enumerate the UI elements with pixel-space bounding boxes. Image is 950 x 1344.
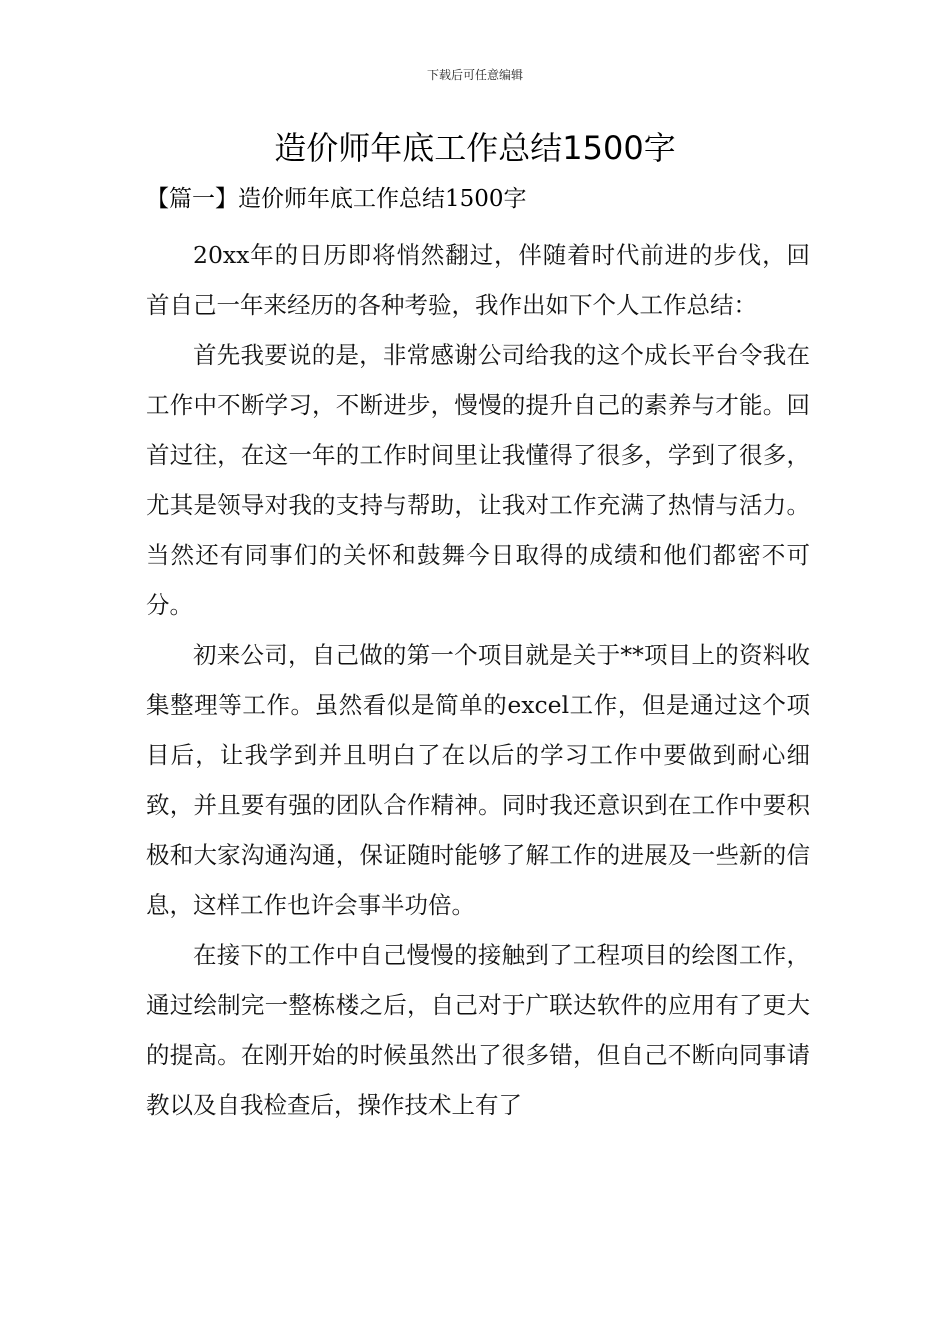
paragraph: 20xx年的日历即将悄然翻过，伴随着时代前进的步伐，回首自己一年来经历的各种考验，我作出如下个人工作总结： <box>146 241 810 319</box>
document-title: 造价师年底工作总结1500字 <box>274 129 676 167</box>
paragraph: 初来公司，自己做的第一个项目就是关于**项目上的资料收集整理等工作。虽然看似是简单的excel工作，但是通过这个项目后，让我学到并且明白了在以后的学习工作中要做到耐心细致，并且要有强的团队合作精神。同时我还意识到在工作中要积极和大家沟通沟通，保证随时能够了解工作的进展及一些新的信息，这样工作也许会事半功倍。 <box>146 641 810 919</box>
section-heading: 【篇一】造价师年底工作总结1500字 <box>146 186 527 212</box>
body-text <box>146 230 810 1130</box>
header-note: 下载后可任意编辑 <box>426 68 523 82</box>
paragraph: 在接下的工作中自己慢慢的接触到了工程项目的绘图工作，通过绘制完一整栋楼之后，自己对于广联达软件的应用有了更大的提高。在刚开始的时候虽然出了很多错，但自己不断向同事请教以及自我检查后，操作技术上有了 <box>146 941 810 1119</box>
paragraph: 首先我要说的是，非常感谢公司给我的这个成长平台令我在工作中不断学习，不断进步，慢慢的提升自己的素养与才能。回首过往，在这一年的工作时间里让我懂得了很多，学到了很多，尤其是领导对我的支持与帮助，让我对工作充满了热情与活力。当然还有同事们的关怀和鼓舞今日取得的成绩和他们都密不可分。 <box>146 341 810 619</box>
